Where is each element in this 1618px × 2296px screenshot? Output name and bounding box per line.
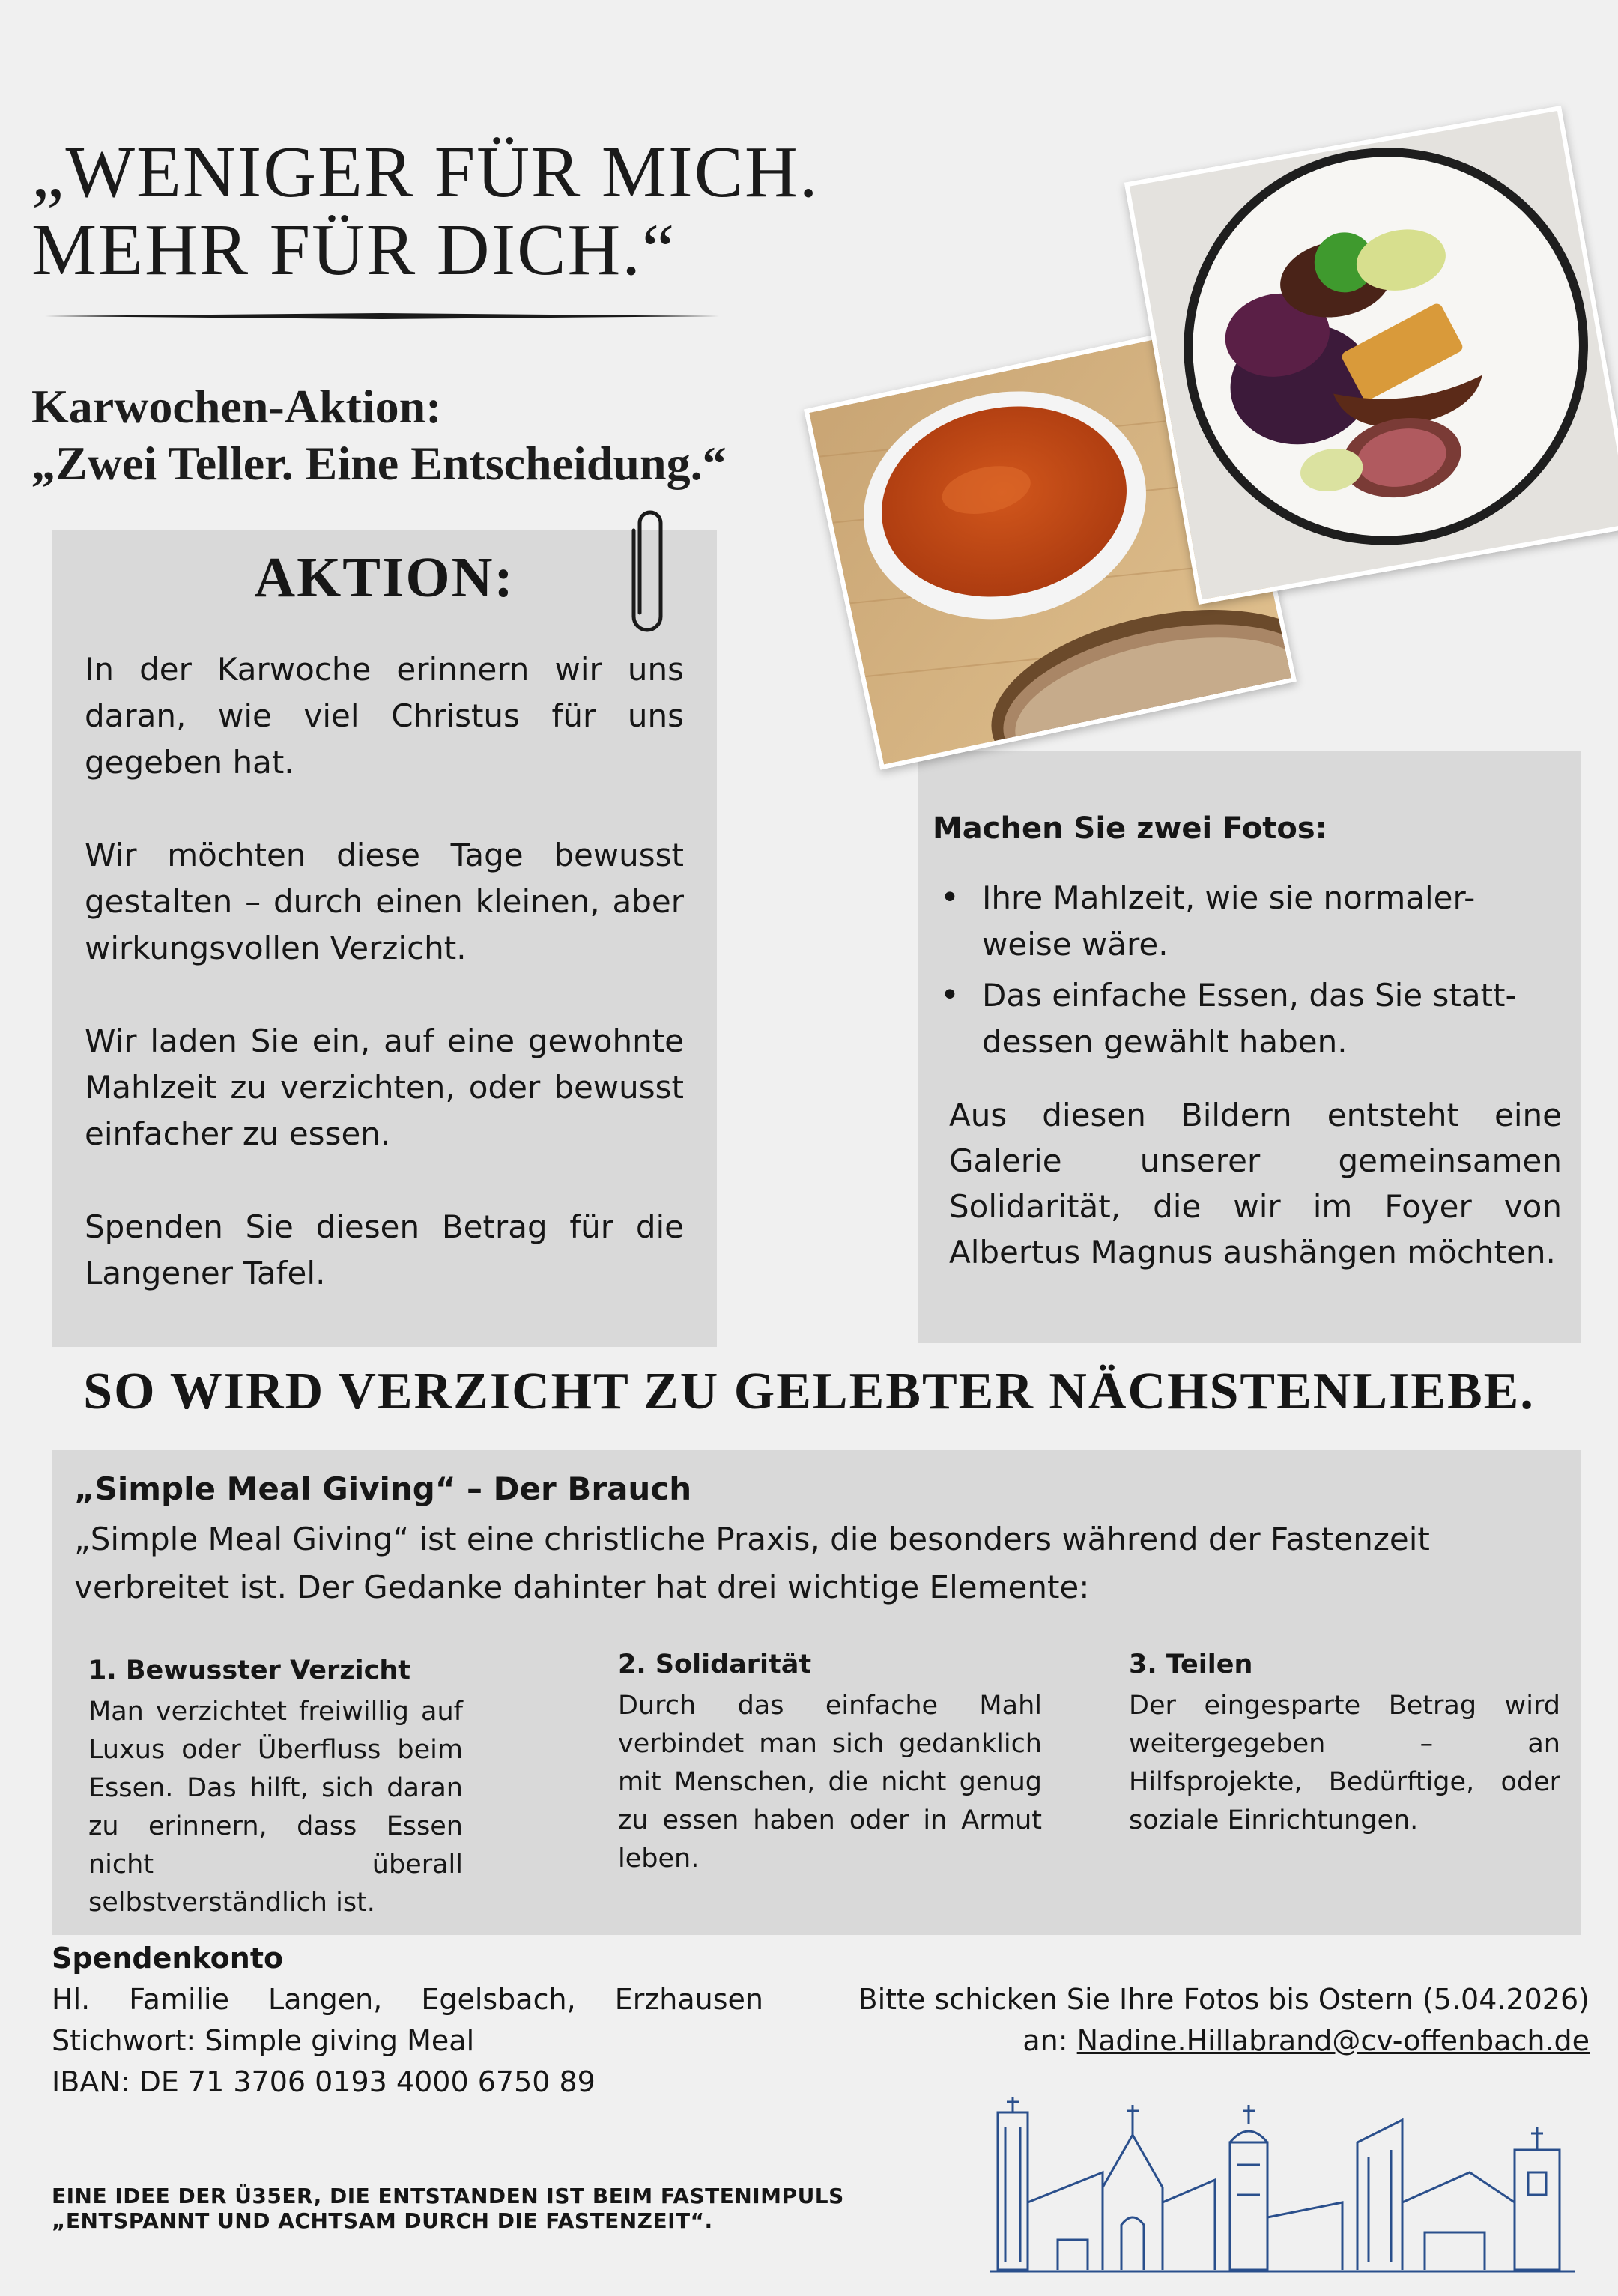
photo-contact <box>824 2020 1590 2062</box>
photo-deadline: Bitte schicken Sie Ihre Fotos bis Ostern (5.04.2026) <box>858 1983 1590 2016</box>
footer-note <box>52 2184 951 2233</box>
title-divider <box>45 313 719 319</box>
element-text: Der eingesparte Betrag wird weitergegeben – an Hilfsprojekte, Bedürftige, oder soziale Einrichtungen. <box>1129 1691 1560 1835</box>
element-column <box>618 1646 1042 1878</box>
churches-drawing-icon <box>990 2090 1575 2274</box>
list-item-text: Ihre Mahlzeit, wie sie normaler-weise wäre. <box>982 879 1476 963</box>
footer-line2: „ENTSPANNT UND ACHTSAM DURCH DIE FASTENZEIT“. <box>52 2208 713 2233</box>
photo-submission-note <box>824 1979 1590 2062</box>
element-title: 2. Solidarität <box>618 1650 812 1679</box>
list-item <box>940 875 1554 968</box>
fotos-text: Aus diesen Bildern entsteht eine Galerie unserer gemeinsamen Solidarität, die wir im Foyer von Albertus Magnus aushängen möchten. <box>949 1097 1562 1270</box>
list-item-text: Das einfache Essen, das Sie statt-dessen gewählt haben. <box>982 977 1517 1060</box>
aktion-panel <box>52 530 717 1347</box>
email-link[interactable]: Nadine.Hillabrand@cv-offenbach.de <box>1076 2024 1590 2057</box>
konto-recipient: Hl. Familie Langen, Egelsbach, Erzhausen <box>52 1983 763 2016</box>
brauch-intro: „Simple Meal Giving“ ist eine christliche Praxis, die besonders während der Fastenzeit verbreitet ist. Der Gedanke dahinter hat drei wichtige Elemente: <box>74 1521 1430 1605</box>
aktion-paragraph: Wir möchten diese Tage bewusst gestalten – durch einen kleinen, aber wirkungsvollen Verzicht. <box>85 837 684 966</box>
page-title-line2: MEHR FÜR DICH.“ <box>31 210 676 291</box>
konto-details <box>52 1979 763 2103</box>
footer-line1: EINE IDEE DER Ü35ER, DIE ENTSTANDEN IST BEIM FASTENIMPULS <box>52 2184 844 2208</box>
page-title <box>31 133 819 289</box>
fotos-panel <box>918 751 1581 1343</box>
element-title: 3. Teilen <box>1129 1650 1253 1679</box>
element-title: 1. Bewusster Verzicht <box>88 1656 411 1685</box>
slogan: SO WIRD VERZICHT ZU GELEBTER NÄCHSTENLIEBE. <box>83 1363 1535 1420</box>
konto-keyword: Stichwort: Simple giving Meal <box>52 2024 475 2057</box>
aktion-paragraph: In der Karwoche erinnern wir uns daran, wie viel Christus für uns gegeben hat. <box>85 651 684 781</box>
meal-photo <box>1124 106 1618 605</box>
brauch-heading: „Simple Meal Giving“ – Der Brauch <box>74 1470 692 1507</box>
element-text: Man verzichtet freiwillig auf Luxus oder Überfluss beim Essen. Das hilft, sich daran zu erinnern, dass Essen nicht überall selbstverständlich ist. <box>88 1697 463 1918</box>
bullet-icon: • <box>940 879 960 917</box>
element-column <box>1129 1646 1560 1840</box>
page-title-line1: „WENIGER FÜR MICH. <box>31 132 819 213</box>
konto-iban: IBAN: DE 71 3706 0193 4000 6750 89 <box>52 2065 596 2098</box>
aktion-text <box>85 646 684 1343</box>
bullet-icon: • <box>940 976 960 1014</box>
element-text: Durch das einfache Mahl verbindet man sich gedanklich mit Menschen, die nicht genug zu essen haben oder in Armut leben. <box>618 1691 1042 1874</box>
aktion-paragraph: Wir laden Sie ein, auf eine gewohnte Mahlzeit zu verzichten, oder bewusst einfacher zu essen. <box>85 1023 684 1152</box>
konto-label: Spendenkonto <box>52 1942 284 1975</box>
aktion-heading: AKTION: <box>254 546 515 609</box>
paperclip-icon <box>629 500 668 635</box>
element-column <box>88 1652 463 1922</box>
fotos-list <box>940 875 1554 1070</box>
brauch-panel <box>52 1450 1581 1935</box>
photo-contact-prefix: an: <box>1022 2024 1077 2057</box>
subtitle <box>31 378 727 492</box>
list-item <box>940 972 1554 1065</box>
subtitle-line1: Karwochen-Aktion: <box>31 380 442 433</box>
meal-illustration <box>1130 111 1618 599</box>
aktion-paragraph: Spenden Sie diesen Betrag für die Langener Tafel. <box>85 1208 684 1291</box>
fotos-heading: Machen Sie zwei Fotos: <box>933 811 1327 846</box>
subtitle-line2: „Zwei Teller. Eine Entscheidung.“ <box>31 437 727 490</box>
